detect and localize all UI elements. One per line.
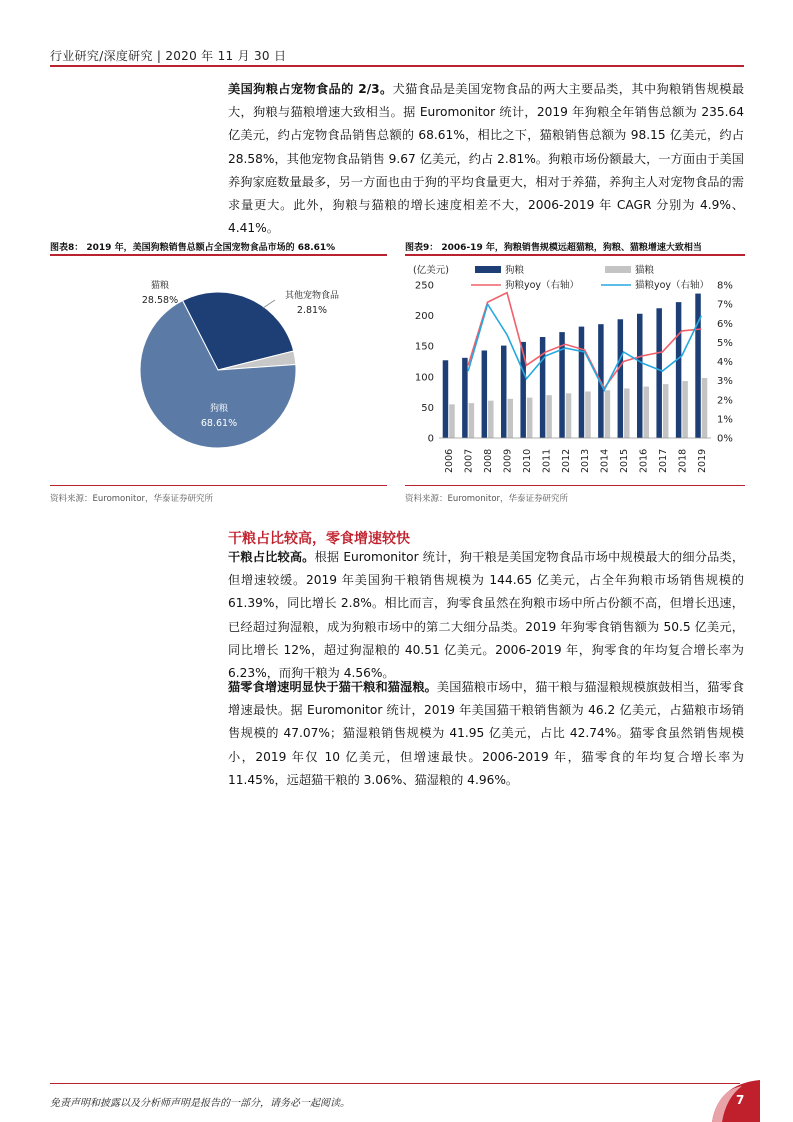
- figure8-bottom-rule: [50, 485, 387, 486]
- pie-label-other-value: 2.81%: [296, 305, 328, 316]
- paragraph-lead: 美国狗粮占宠物食品的 2/3。: [228, 82, 393, 96]
- pie-chart: [50, 256, 387, 484]
- bar-cat-food: [488, 401, 494, 438]
- x-tick-label: 2008: [483, 448, 495, 473]
- bar-cat-food: [566, 393, 572, 438]
- y2-tick-label: 1%: [717, 414, 733, 426]
- y-tick-label: 100: [414, 372, 434, 384]
- x-tick-label: 2010: [521, 448, 533, 473]
- bar-cat-food: [546, 395, 552, 438]
- x-tick-label: 2019: [696, 448, 708, 473]
- bar-dog-food: [695, 294, 701, 438]
- bar-dog-food: [618, 319, 624, 438]
- pie-leader-line: [263, 300, 275, 308]
- report-header: 行业研究/深度研究 | 2020 年 11 月 30 日: [50, 49, 287, 63]
- figure8-title: 图表8： 2019 年，美国狗粮销售总额占全国宠物食品市场的 68.61%: [50, 243, 336, 253]
- legend-label-dog: 狗粮: [505, 265, 525, 276]
- bar-dog-food: [462, 358, 468, 438]
- y2-tick-label: 5%: [717, 337, 733, 349]
- bar-cat-food: [508, 399, 514, 438]
- y2-tick-label: 0%: [717, 433, 733, 445]
- bar-dog-food: [443, 360, 449, 438]
- bar-cat-food: [469, 403, 475, 438]
- y-tick-label: 50: [421, 402, 434, 414]
- header-divider: [50, 65, 744, 67]
- bar-cat-food: [585, 391, 591, 438]
- bar-dog-food: [520, 342, 526, 438]
- x-tick-label: 2011: [541, 448, 553, 473]
- x-tick-label: 2006: [444, 448, 456, 473]
- y2-tick-label: 4%: [717, 357, 733, 368]
- bar-cat-food: [449, 404, 455, 438]
- x-tick-label: 2015: [619, 448, 631, 473]
- x-tick-label: 2014: [599, 448, 611, 473]
- paragraph-dry-food: [228, 546, 744, 685]
- y-axis-unit-label: (亿美元): [413, 265, 449, 276]
- pie-label-dog-name: 狗粮: [209, 404, 229, 414]
- paragraph-dog-food-share: [228, 78, 744, 240]
- paragraph-lead: 干粮占比较高。: [228, 550, 315, 564]
- y2-tick-label: 8%: [717, 280, 733, 292]
- y-tick-label: 200: [414, 311, 434, 323]
- y2-tick-label: 3%: [717, 376, 733, 388]
- x-tick-label: 2012: [560, 448, 572, 473]
- y-tick-label: 150: [414, 341, 434, 353]
- paragraph-cat-snacks: [228, 676, 744, 792]
- legend-label-cat-yoy: 猫粮yoy（右轴）: [635, 280, 710, 291]
- paragraph-body: 犬猫食品是美国宠物食品的两大主要品类，其中狗粮销售规模最大，狗粮与猫粮增速大致相当。据 Euromonitor 统计，2019 年狗粮全年销售总额为 235.64 亿美元，约占宠物食品销售总额的 68.61%，相比之下，猫粮销售总额为 98.15 亿美元，约占 28.58%，其他宠物食品销售 9.67 亿美元，约占 2.81%。狗粮市场份额最大，一方面由于美国养狗家庭数量最多，另一方面也由于狗的平均食量更大，相对于养猫，养狗主人对宠物食品的需求量更大。此外，狗粮与猫粮的增长速度相差不大，2006-2019 年 CAGR 分别为 4.9%、4.41%。: [228, 82, 745, 236]
- pie-label-cat-value: 28.58%: [141, 295, 179, 306]
- y2-tick-label: 7%: [717, 299, 733, 311]
- bar-dog-food: [656, 308, 662, 438]
- paragraph-lead: 猫零食增速明显快于猫干粮和猫湿粮。: [228, 680, 437, 694]
- legend-label-dog-yoy: 狗粮yoy（右轴）: [505, 280, 580, 291]
- legend-swatch-dog: [475, 266, 501, 273]
- paragraph-body: 根据 Euromonitor 统计，狗干粮是美国宠物食品市场中规模最大的细分品类，但增速较缓。2019 年美国狗干粮销售规模为 144.65 亿美元，占全年狗粮市场销售规模的 61.39%，同比增长 2.8%。相比而言，狗零食虽然在狗粮市场中所占份额不高，但增长迅速，已经超过狗湿粮，成为狗粮市场中的第二大细分品类。2019 年狗零食销售额为 50.5 亿美元，同比增长 12%，超过狗湿粮的 40.51 亿美元。2006-2019 年，狗零食的年均复合增长率为 6.23%，而狗干粮为 4.56%。: [228, 550, 745, 681]
- bar-dog-food: [676, 302, 682, 438]
- bar-dog-food: [501, 346, 507, 438]
- bar-cat-food: [702, 378, 708, 438]
- figure9-bottom-rule: [405, 485, 745, 486]
- x-tick-label: 2013: [580, 448, 592, 473]
- bar-cat-food: [527, 398, 533, 438]
- bar-cat-food: [605, 390, 611, 438]
- bar-cat-food: [624, 388, 630, 438]
- pie-label-dog-value: 68.61%: [200, 418, 238, 429]
- x-tick-label: 2017: [657, 448, 669, 473]
- y-tick-label: 250: [414, 280, 434, 292]
- bar-dog-food: [482, 350, 488, 438]
- x-tick-label: 2018: [677, 448, 689, 473]
- figure8-source: 资料来源：Euromonitor，华泰证券研究所: [50, 494, 214, 504]
- bar-dog-food: [579, 327, 585, 438]
- page-number: 7: [736, 1093, 745, 1107]
- section-title: 干粮占比较高，零食增速较快: [228, 531, 410, 547]
- paragraph-body: 美国猫粮市场中，猫干粮与猫湿粮规模旗鼓相当，猫零食增速最快。据 Euromonitor 统计，2019 年美国猫干粮销售额为 46.2 亿美元，占猫粮市场销售规模的 47.07%；猫湿粮销售规模为 41.95 亿美元，占比 42.74%。猫零食虽然销售规模小，2019 年仅 10 亿美元，但增速最快。2006-2019 年，猫零食的年均复合增长率为 11.45%，远超猫干粮的 3.06%、猫湿粮的 4.96%。: [228, 680, 745, 787]
- bar-cat-food: [663, 384, 669, 438]
- y2-tick-label: 6%: [717, 318, 733, 330]
- pie-label-cat-name: 猫粮: [150, 281, 170, 291]
- y2-tick-label: 2%: [717, 395, 733, 407]
- x-tick-label: 2016: [638, 448, 650, 473]
- figure9-title: 图表9： 2006-19 年，狗粮销售规模远超猫粮，狗粮、猫粮增速大致相当: [405, 243, 702, 253]
- figure9-source: 资料来源：Euromonitor，华泰证券研究所: [405, 494, 569, 504]
- legend-swatch-cat: [605, 266, 631, 273]
- footer-divider: [50, 1083, 740, 1084]
- bar-cat-food: [644, 387, 650, 438]
- bar-cat-food: [682, 381, 688, 438]
- bar-dog-food: [637, 314, 643, 438]
- legend-label-cat: 猫粮: [635, 265, 655, 276]
- footer-disclaimer: 免责声明和披露以及分析师声明是报告的一部分，请务必一起阅读。: [50, 1098, 350, 1109]
- y-tick-label: 0: [427, 433, 434, 445]
- x-tick-label: 2009: [502, 448, 514, 473]
- pie-label-other-name: 其他宠物食品: [284, 291, 340, 301]
- bar-line-chart: [405, 256, 745, 484]
- x-tick-label: 2007: [463, 448, 475, 473]
